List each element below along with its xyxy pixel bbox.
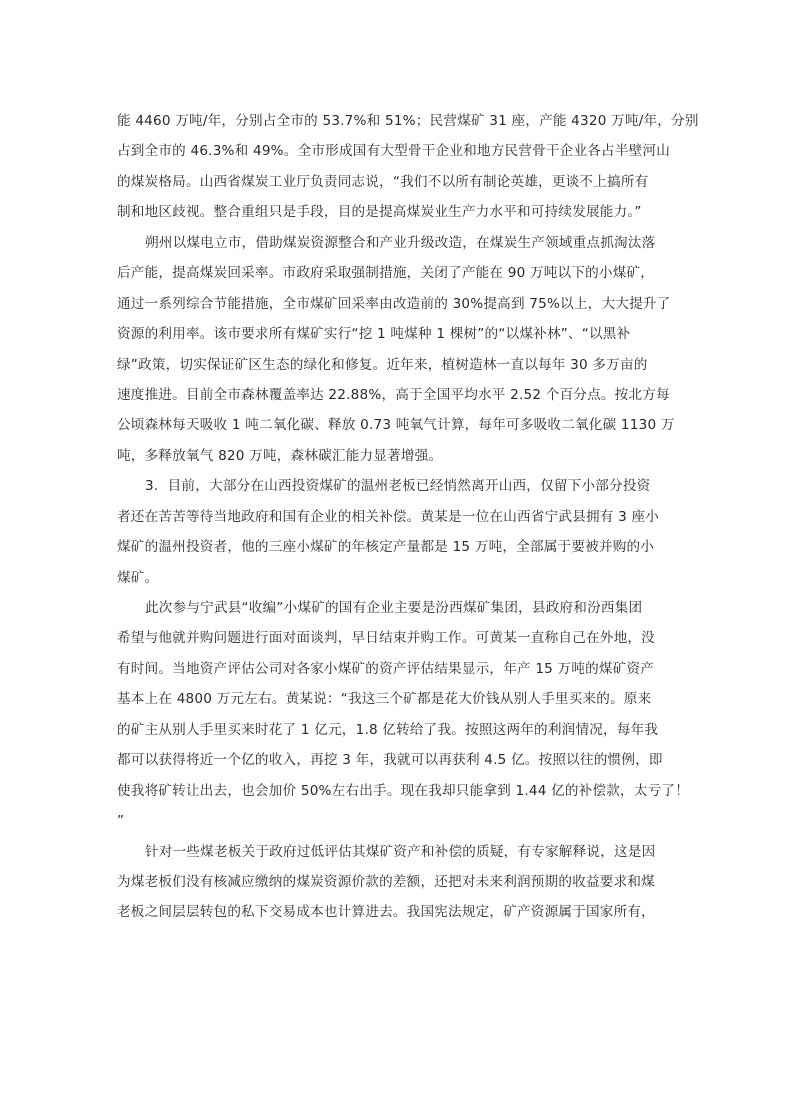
paragraph-section-3 <box>117 473 677 595</box>
text-line: 都可以获得将近一个亿的收入，再挖 3 年，我就可以再获利 4.5 亿。按照以往的惯例，即 <box>117 752 663 769</box>
text-line: 能 4460 万吨/年，分别占全市的 53.7%和 51%；民营煤矿 31 座，产能 4320 万吨/年，分别 <box>117 113 699 129</box>
text-line: 占到全市的 46.3%和 49%。全市形成国有大型骨干企业和地方民营骨干企业各占半壁河山 <box>117 143 671 160</box>
text-line: 速度推进。目前全市森林覆盖率达 22.88%，高于全国平均水平 2.52 个百分点。按北方每 <box>117 386 670 403</box>
text-line: 针对一些煤老板关于政府过低评估其煤矿资产和补偿的质疑，有专家解释说，这是因 <box>145 843 656 860</box>
text-line: 资源的利用率。该市要求所有煤矿实行“挖 1 吨煤种 1 棵树”的“以煤补林”、“以黑补 <box>117 326 631 343</box>
text-line: 的煤炭格局。山西省煤炭工业厅负责同志说，“我们不以所有制论英雄，更谈不上搞所有 <box>117 173 649 190</box>
text-line: 吨，多释放氧气 820 万吨，森林碳汇能力显著增强。 <box>117 447 443 464</box>
text-line: 此次参与宁武县“收编”小煤矿的国有企业主要是汾西煤矿集团，县政府和汾西集团 <box>145 600 643 616</box>
paragraph-ownership-structure <box>117 108 699 230</box>
text-line: 为煤老板们没有核减应缴纳的煤炭资源价款的差额，还把对未来利润预期的收益要求和煤 <box>117 873 655 890</box>
text-line: 希望与他就并购问题进行面对面谈判，早日结束并购工作。可黄某一直称自己在外地，没 <box>117 630 655 647</box>
paragraph-shuozhou <box>117 230 677 474</box>
text-line: 公顷森林每天吸收 1 吨二氧化碳、释放 0.73 吨氧气计算，每年可多吸收二氧化碳 1130 万 <box>117 417 675 434</box>
text-line: 老板之间层层转包的私下交易成本也计算进去。我国宪法规定，矿产资源属于国家所有， <box>117 904 655 921</box>
text-line: 后产能，提高煤炭回采率。市政府采取强制措施，关闭了产能在 90 万吨以下的小煤矿， <box>117 265 655 282</box>
text-line: ” <box>117 813 125 830</box>
text-line: 使我将矿转让出去，也会加价 50%左右出手。现在我却只能拿到 1.44 亿的补偿款，太亏了！ <box>117 782 690 799</box>
text-line: 有时间。当地资产评估公司对各家小煤矿的资产评估结果显示，年产 15 万吨的煤矿资产 <box>117 660 655 677</box>
text-line: 煤矿。 <box>117 569 159 586</box>
text-line: 的矿主从别人手里买来时花了 1 亿元，1.8 亿转给了我。按照这两年的利润情况，每年我 <box>117 721 659 738</box>
paragraph-expert-explanation <box>117 839 677 930</box>
text-line: 朔州以煤电立市，借助煤炭资源整合和产业升级改造，在煤炭生产领域重点抓淘汰落 <box>145 234 656 251</box>
text-line: 3．目前，大部分在山西投资煤矿的温州老板已经悄然离开山西，仅留下小部分投资 <box>145 478 651 495</box>
text-line: 绿”政策，切实保证矿区生态的绿化和修复。近年来，植树造林一直以每年 30 多万亩的 <box>117 356 648 373</box>
text-line: 者还在苦苦等待当地政府和国有企业的相关补偿。黄某是一位在山西省宁武县拥有 3 座小 <box>117 508 660 525</box>
text-line: 煤矿的温州投资者，他的三座小煤矿的年核定产量都是 15 万吨，全部属于要被并购的小 <box>117 539 655 556</box>
paragraph-ningwu-acquisition <box>117 595 690 839</box>
document-body <box>117 108 699 930</box>
text-line: 通过一系列综合节能措施，全市煤矿回采率由改造前的 30%提高到 75%以上，大大提升了 <box>117 295 671 312</box>
text-line: 制和地区歧视。整合重组只是手段，目的是提高煤炭业生产力水平和可持续发展能力。” <box>117 204 642 221</box>
text-line: 基本上在 4800 万元左右。黄某说：“我这三个矿都是花大价钱从别人手里买来的。原来 <box>117 691 652 708</box>
